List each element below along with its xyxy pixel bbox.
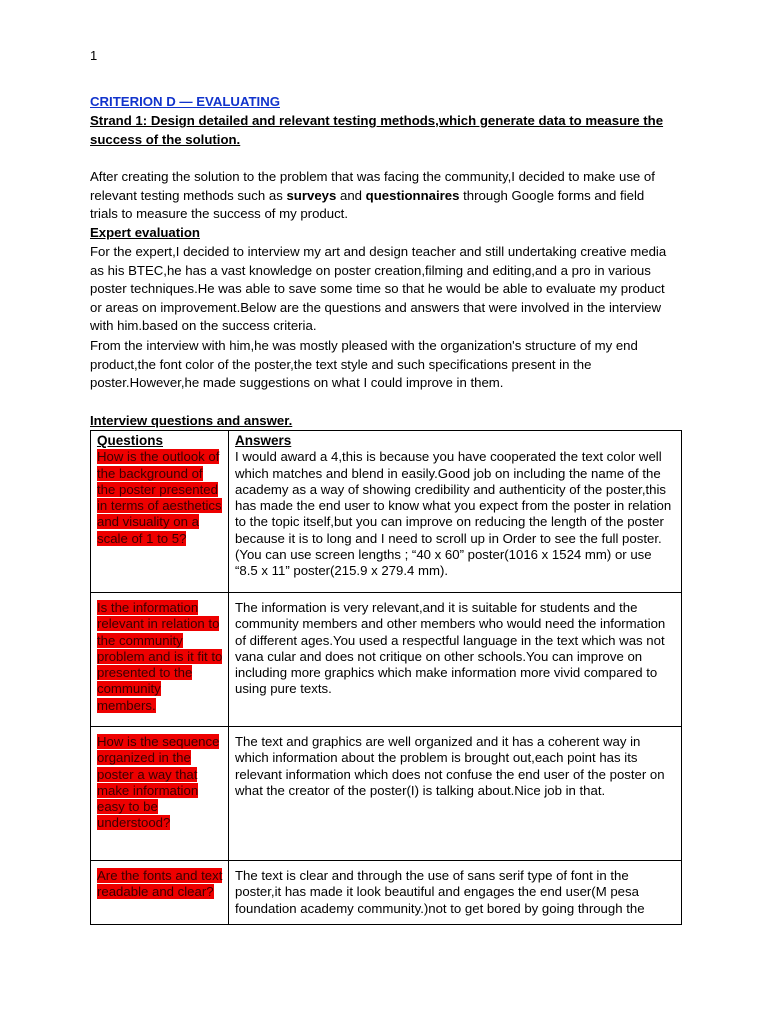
table-cell-answer bbox=[229, 593, 682, 727]
answers-header: Answers bbox=[235, 433, 292, 448]
table-cell-question bbox=[91, 727, 229, 861]
table-row bbox=[91, 593, 682, 727]
table-row bbox=[91, 727, 682, 861]
page-number: 1 bbox=[90, 48, 98, 63]
question-text: Is the information relevant in relation to the community problem and is it fit to presented to the community members. bbox=[97, 600, 223, 713]
answer-text: I would award a 4,this is because you have cooperated the text color well which matches and blend in easily.Good job on including the name of the academy as a way of showing credibility and authenticity of the poster,this has made the end user to know what you expect from the poster in relation to the topic itself,but you can improve on reducing the length of the poster because it is to long and I need to scroll up in Order to see the full poster.(You can use screen lengths ; “40 x 60” poster(1016 x 1524 mm) or use “8.5 x 11” poster(215.9 x 279.4 mm). bbox=[235, 449, 672, 579]
table-cell-question bbox=[91, 593, 229, 727]
table-cell-answer bbox=[229, 431, 682, 593]
answer-text: The text and graphics are well organized and it has a coherent way in which information about the problem is brought out,each point has its relevant information which does not confuse the end user of the poster on what the creator of the poster(I) is talking about.Nice job in that. bbox=[235, 734, 665, 798]
expert-evaluation-heading: Expert evaluation bbox=[90, 225, 200, 240]
interview-heading: Interview questions and answer. bbox=[90, 413, 293, 428]
criterion-title: CRITERION D — EVALUATING bbox=[90, 94, 280, 109]
table-cell-answer bbox=[229, 727, 682, 861]
table-row bbox=[91, 861, 682, 925]
intro-text-2: and bbox=[336, 187, 366, 203]
answer-text: The information is very relevant,and it is suitable for students and the community members and other members who would need the information of different ages.You used a respectful language in the text which was not vana cular and does not critique on other schools.You can improve on including more graphics which make information more vivid compared to using pure texts. bbox=[235, 600, 666, 697]
interview-table bbox=[90, 430, 682, 925]
table-cell-question bbox=[91, 431, 229, 593]
intro-paragraph bbox=[90, 168, 670, 224]
intro-text-3: through Google forms and field trials to measure the success of my product. bbox=[90, 187, 645, 222]
intro-bold-questionnaires: questionnaires bbox=[365, 187, 460, 203]
strand-title: Strand 1: Design detailed and relevant testing methods,which generate data to measure the success of the solution. bbox=[90, 113, 664, 147]
question-text: How is the outlook of the background of the poster presented in terms of aesthetics and visuality on a scale of 1 to 5? bbox=[97, 449, 222, 546]
table-cell-question bbox=[91, 861, 229, 925]
table-cell-answer bbox=[229, 861, 682, 925]
question-text: Are the fonts and text readable and clear? bbox=[97, 868, 223, 900]
table-row bbox=[91, 431, 682, 593]
question-text: How is the sequence organized in the poster a way that make information easy to be understood? bbox=[97, 734, 220, 831]
expert-paragraph-1: For the expert,I decided to interview my art and design teacher and still undertaking creative media as his BTEC,he has a vast knowledge on poster creation,filming and editing,and a pro in various poster techniques.He was able to save some time so that he would be able to evaluate my product or areas on improvement.Below are the questions and answers that were involved in the interview with him.based on the success criteria. bbox=[90, 244, 667, 334]
answer-text: The text is clear and through the use of sans serif type of font in the poster,it has made it look beautiful and engages the end user(M pesa foundation academy community.)not to get bored by going through the bbox=[235, 868, 645, 916]
expert-paragraph-2: From the interview with him,he was mostly pleased with the organization's structure of my end product,the font color of the poster,the text style and such specifications present in the poster.However,he made suggestions on what I could improve in them. bbox=[90, 338, 638, 391]
questions-header: Questions bbox=[97, 433, 164, 448]
intro-text-1: After creating the solution to the problem that was facing the community,I decided to make use of relevant testing methods such as bbox=[90, 169, 655, 203]
intro-bold-surveys: surveys bbox=[286, 187, 337, 203]
